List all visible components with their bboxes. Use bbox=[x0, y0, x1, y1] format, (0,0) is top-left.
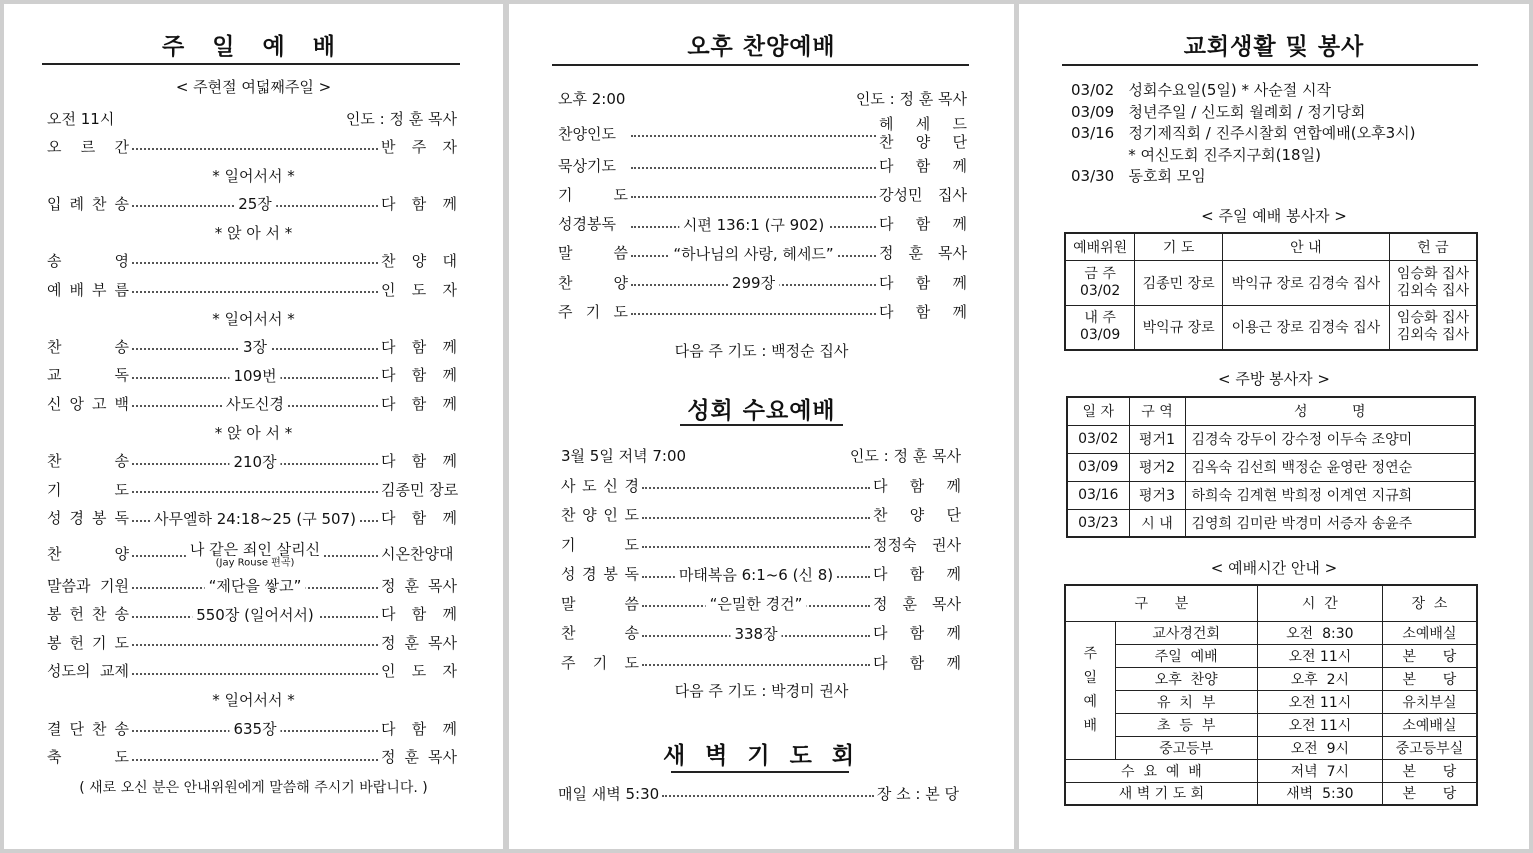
schedule-cell: 오전 9시 bbox=[1257, 736, 1382, 759]
dot-leader bbox=[132, 605, 378, 624]
dawn-title: 새 벽 기 도 회 bbox=[662, 743, 861, 769]
item-detail-text: 25장 bbox=[238, 195, 272, 214]
item-label: 찬 송 bbox=[561, 624, 639, 642]
kitchen-table bbox=[1066, 396, 1476, 538]
table-header: 구 분 bbox=[1065, 585, 1257, 621]
dawn-row bbox=[558, 782, 959, 804]
item-detail-text: 사도신경 bbox=[226, 395, 284, 414]
sunday-subtitle: < 주현절 여덟째주일 > bbox=[175, 78, 332, 96]
item-detail-text: 210장 bbox=[233, 452, 277, 471]
schedule-cell: 초 등 부 bbox=[1115, 713, 1257, 736]
table-header: 시 간 bbox=[1257, 585, 1382, 621]
item-person: 정 훈 목사 bbox=[381, 576, 457, 595]
item-person: 다 함 께 bbox=[873, 565, 961, 583]
item-label: 주 기 도 bbox=[561, 653, 639, 672]
item-person: 다 함 께 bbox=[879, 273, 967, 292]
dot-leader bbox=[642, 565, 870, 584]
item-person: 시온찬양대 bbox=[381, 544, 454, 563]
schedule-title: < 예배시간 안내 > bbox=[1210, 559, 1338, 577]
item-detail-text: 3장 bbox=[242, 338, 268, 357]
table-row bbox=[1067, 509, 1475, 537]
order-item bbox=[558, 183, 967, 205]
dot-leader bbox=[132, 720, 378, 738]
table-row bbox=[1065, 667, 1477, 690]
kitchen-cell: 김영희 김미란 박경미 서증자 송윤주 bbox=[1185, 509, 1475, 537]
server-prayer: 김종민 장로 bbox=[1135, 260, 1223, 305]
item-person: 다 함 께 bbox=[381, 194, 457, 213]
table-header: 예배위원 bbox=[1065, 233, 1135, 260]
news-list bbox=[1071, 79, 1415, 187]
item-detail-text: 시편 136:1 (구 902) bbox=[682, 215, 825, 234]
kitchen-cell: 03/16 bbox=[1067, 481, 1129, 509]
item-label: 찬 송 bbox=[47, 452, 129, 471]
order-item bbox=[47, 392, 457, 414]
schedule-cell: 유치부실 bbox=[1382, 690, 1477, 713]
table-row bbox=[1067, 453, 1475, 481]
kitchen-cell: 평거1 bbox=[1129, 425, 1185, 453]
week-label: 금 주 bbox=[1084, 265, 1116, 282]
item-label: 신 앙 고 백 bbox=[47, 394, 129, 413]
item-person: 찬 양 단 bbox=[873, 506, 961, 524]
order-item bbox=[47, 249, 457, 271]
divider bbox=[1062, 64, 1478, 66]
item-person: 다 함 께 bbox=[381, 719, 457, 738]
server-guide: 이용근 장로 김경숙 집사 bbox=[1222, 305, 1389, 350]
afternoon-next-prayer: 다음 주 기도 : 백정순 집사 bbox=[674, 342, 849, 360]
item-person: 다 함 께 bbox=[879, 215, 967, 234]
dot-leader bbox=[631, 244, 876, 263]
item-label: 말 씀 bbox=[558, 244, 628, 263]
sunday-label: 주 일 예 배 bbox=[1065, 621, 1115, 759]
order-item bbox=[561, 474, 961, 496]
item-label: 주 기 도 bbox=[558, 302, 628, 321]
item-detail bbox=[675, 567, 837, 583]
dot-leader bbox=[132, 644, 378, 646]
item-detail bbox=[730, 626, 781, 642]
order-item bbox=[47, 364, 457, 386]
order-item bbox=[558, 271, 967, 293]
table-row bbox=[1065, 736, 1477, 759]
evening-services-panel bbox=[509, 4, 1014, 849]
item-label: 찬 양 bbox=[558, 273, 628, 292]
item-detail bbox=[239, 339, 271, 355]
schedule-cell: 오후 찬양 bbox=[1115, 667, 1257, 690]
item-label: 봉 헌 기 도 bbox=[47, 633, 129, 652]
item-detail bbox=[150, 511, 360, 527]
news-item: 03/09 청년주일 / 신도회 월례회 / 정기당회 bbox=[1071, 102, 1366, 121]
item-detail-text: 338장 bbox=[734, 624, 778, 643]
order-item bbox=[558, 154, 967, 176]
dot-leader bbox=[132, 491, 378, 493]
dot-leader bbox=[631, 313, 876, 315]
divider bbox=[552, 64, 969, 66]
item-label: 말 씀 bbox=[561, 594, 639, 613]
order-item bbox=[47, 507, 457, 529]
order-item bbox=[561, 592, 961, 614]
schedule-cell: 소예배실 bbox=[1382, 621, 1477, 644]
order-item bbox=[47, 746, 457, 768]
dot-leader bbox=[642, 546, 870, 548]
table-row bbox=[1065, 260, 1477, 305]
schedule-cell: 유 치 부 bbox=[1115, 690, 1257, 713]
item-detail bbox=[222, 396, 288, 412]
table-row bbox=[1065, 690, 1477, 713]
dawn-time: 매일 새벽 5:30 bbox=[558, 784, 660, 803]
kitchen-cell: 시 내 bbox=[1129, 509, 1185, 537]
church-title: 교회생활 및 봉사 bbox=[1183, 34, 1365, 60]
table-row bbox=[1067, 481, 1475, 509]
item-label: 축 도 bbox=[47, 748, 129, 767]
server-offering bbox=[1389, 305, 1477, 350]
sunday-leader: 인도 : 정 훈 목사 bbox=[345, 109, 457, 128]
kitchen-cell: 03/02 bbox=[1067, 425, 1129, 453]
offering-name: 임승화 집사 bbox=[1396, 310, 1469, 327]
item-person: 강성민 집사 bbox=[879, 185, 967, 204]
dot-leader bbox=[132, 338, 378, 357]
item-person: 다 함 께 bbox=[381, 337, 457, 356]
dot-leader bbox=[132, 262, 378, 264]
schedule-cell: 오전 11시 bbox=[1257, 713, 1382, 736]
item-person: 다 함 께 bbox=[381, 394, 457, 413]
item-person: 김종민 장로 bbox=[381, 480, 459, 499]
order-item bbox=[47, 135, 457, 157]
item-label: 오 르 간 bbox=[47, 137, 129, 156]
schedule-cell: 교사경건회 bbox=[1115, 621, 1257, 644]
item-detail bbox=[229, 368, 280, 384]
item-person: 정정숙 권사 bbox=[873, 535, 961, 554]
item-person bbox=[879, 115, 967, 151]
item-label: 기 도 bbox=[558, 185, 628, 204]
order-item bbox=[47, 450, 457, 472]
order-item bbox=[47, 278, 457, 300]
sunday-title: 주 일 예 배 bbox=[162, 34, 345, 60]
kitchen-cell: 하희숙 김계현 박희정 이계연 지규희 bbox=[1185, 481, 1475, 509]
dot-leader bbox=[642, 487, 870, 489]
item-detail bbox=[728, 275, 779, 291]
order-item bbox=[558, 213, 967, 235]
order-item bbox=[561, 533, 961, 555]
item-person: 다 함 께 bbox=[381, 452, 457, 471]
order-item bbox=[558, 242, 967, 264]
dawn-place: 장 소 : 본 당 bbox=[876, 784, 959, 803]
item-detail-text: “하나님의 사랑, 헤세드” bbox=[673, 244, 834, 263]
schedule-cell: 저녁 7시 bbox=[1257, 759, 1382, 782]
wednesday-title: 성회 수요예배 bbox=[687, 398, 836, 424]
item-detail bbox=[679, 217, 828, 233]
schedule-cell: 중고등부 bbox=[1115, 736, 1257, 759]
item-person-line: 찬 양 단 bbox=[879, 133, 967, 151]
table-row bbox=[1065, 305, 1477, 350]
item-person: 찬 양 대 bbox=[381, 251, 457, 270]
table-header: 기 도 bbox=[1135, 233, 1223, 260]
dot-leader bbox=[642, 517, 870, 519]
dot-leader bbox=[642, 595, 870, 613]
divider bbox=[671, 771, 849, 773]
schedule-cell: 오전 11시 bbox=[1257, 644, 1382, 667]
item-detail bbox=[186, 542, 324, 569]
offering-name: 김외숙 집사 bbox=[1396, 327, 1469, 344]
item-detail bbox=[229, 454, 280, 470]
server-week bbox=[1065, 305, 1135, 350]
table-header: 구 역 bbox=[1129, 397, 1185, 425]
item-label: 입 례 찬 송 bbox=[47, 194, 129, 213]
servers-title: < 주일 예배 봉사자 > bbox=[1201, 207, 1347, 225]
item-detail-text: 109번 bbox=[233, 366, 277, 385]
item-label: 찬 송 bbox=[47, 337, 129, 356]
table-row bbox=[1065, 713, 1477, 736]
schedule-cell: 오후 2시 bbox=[1257, 667, 1382, 690]
schedule-cell: 오전 8:30 bbox=[1257, 621, 1382, 644]
kitchen-cell: 평거3 bbox=[1129, 481, 1185, 509]
item-detail bbox=[234, 196, 276, 212]
item-detail bbox=[229, 721, 280, 737]
order-item bbox=[47, 660, 457, 682]
item-detail-text: 마태복음 6:1~6 (신 8) bbox=[678, 565, 834, 584]
news-item: * 여신도회 진주지구회(18일) bbox=[1071, 145, 1321, 164]
dot-leader bbox=[132, 195, 378, 214]
schedule-cell: 오전 11시 bbox=[1257, 690, 1382, 713]
dot-leader bbox=[662, 795, 874, 797]
section-note: * 일어서서 * bbox=[212, 691, 295, 710]
item-detail-text: “제단을 쌓고” bbox=[208, 577, 302, 595]
order-item bbox=[47, 631, 457, 653]
table-row bbox=[1065, 782, 1477, 805]
item-label: 교 독 bbox=[47, 366, 129, 385]
item-person: 인 도 자 bbox=[381, 662, 457, 681]
item-detail-text: 나 같은 죄인 살리신 bbox=[189, 540, 321, 559]
item-label: 기 도 bbox=[561, 535, 639, 554]
item-detail-text: “은밀한 경건” bbox=[709, 595, 803, 613]
dot-leader bbox=[642, 664, 870, 666]
server-prayer: 박익규 장로 bbox=[1135, 305, 1223, 350]
kitchen-cell: 03/23 bbox=[1067, 509, 1129, 537]
item-label: 성도의 교제 bbox=[47, 662, 129, 681]
schedule-cell: 새벽 5:30 bbox=[1257, 782, 1382, 805]
dot-leader bbox=[631, 274, 876, 292]
schedule-cell: 중고등부실 bbox=[1382, 736, 1477, 759]
item-person: 다 함 께 bbox=[879, 156, 967, 175]
item-detail-text: 299장 bbox=[731, 274, 776, 292]
afternoon-time: 오후 2:00 bbox=[558, 89, 626, 108]
item-detail-note: (Jay Rouse 편곡) bbox=[215, 557, 295, 569]
table-row bbox=[1065, 759, 1477, 782]
item-detail bbox=[706, 596, 807, 612]
dot-leader bbox=[132, 291, 378, 293]
item-label: 사 도 신 경 bbox=[561, 476, 639, 495]
order-item bbox=[47, 192, 457, 214]
wednesday-leader: 인도 : 정 훈 목사 bbox=[849, 446, 961, 465]
server-guide: 박익규 장로 김경숙 집사 bbox=[1222, 260, 1389, 305]
item-detail bbox=[205, 578, 306, 594]
item-label: 결 단 찬 송 bbox=[47, 719, 129, 738]
sunday-time-row bbox=[47, 107, 457, 129]
server-week bbox=[1065, 260, 1135, 305]
schedule-table bbox=[1064, 584, 1478, 806]
news-item: 03/16 정기제직회 / 진주시찰회 연합예배(오후3시) bbox=[1071, 124, 1416, 142]
divider bbox=[42, 63, 460, 65]
item-person: 다 함 께 bbox=[873, 624, 961, 642]
item-label: 찬 양 인 도 bbox=[561, 506, 639, 524]
dot-leader bbox=[132, 148, 378, 150]
schedule-cell: 수 요 예 배 bbox=[1065, 759, 1257, 782]
sunday-footer: ( 새로 오신 분은 안내위원에게 말씀해 주시기 바랍니다. ) bbox=[79, 780, 428, 796]
item-person: 다 함 께 bbox=[873, 653, 961, 672]
kitchen-cell: 평거2 bbox=[1129, 453, 1185, 481]
section-note: * 앉 아 서 * bbox=[214, 223, 293, 242]
table-header: 성 명 bbox=[1185, 397, 1475, 425]
kitchen-cell: 김경숙 강두이 강수정 이두숙 조양미 bbox=[1185, 425, 1475, 453]
dot-leader bbox=[132, 395, 378, 414]
item-label: 봉 헌 찬 송 bbox=[47, 605, 129, 624]
dot-leader bbox=[132, 509, 378, 528]
section-note: * 일어서서 * bbox=[212, 166, 295, 185]
order-item bbox=[47, 717, 457, 739]
order-item bbox=[47, 478, 457, 500]
item-label: 찬 양 bbox=[47, 544, 129, 563]
item-person: 정 훈 목사 bbox=[381, 748, 457, 767]
item-label: 성 경 봉 독 bbox=[561, 565, 639, 583]
schedule-cell: 본 당 bbox=[1382, 759, 1477, 782]
order-item bbox=[47, 574, 457, 596]
week-date: 03/02 bbox=[1079, 282, 1121, 299]
item-person: 정 훈 목사 bbox=[879, 244, 967, 263]
schedule-cell: 본 당 bbox=[1382, 782, 1477, 805]
wednesday-next-prayer: 다음 주 기도 : 박경미 권사 bbox=[674, 682, 849, 700]
order-item bbox=[47, 535, 457, 571]
item-person: 정 훈 목사 bbox=[873, 594, 961, 613]
order-item bbox=[561, 563, 961, 585]
server-offering bbox=[1389, 260, 1477, 305]
item-person: 다 함 께 bbox=[879, 302, 967, 321]
table-row bbox=[1067, 425, 1475, 453]
item-person-line: 헤 세 드 bbox=[879, 115, 967, 133]
item-detail bbox=[192, 607, 318, 623]
week-label: 내 주 bbox=[1084, 310, 1116, 327]
order-item bbox=[558, 115, 967, 151]
dot-leader bbox=[631, 135, 876, 137]
item-person: 다 함 께 bbox=[873, 476, 961, 495]
wednesday-time: 3월 5일 저녁 7:00 bbox=[561, 446, 687, 465]
item-label: 성 경 봉 독 bbox=[47, 509, 129, 528]
order-item bbox=[47, 603, 457, 625]
table-header: 안 내 bbox=[1222, 233, 1389, 260]
item-label: 찬양인도 bbox=[558, 124, 616, 143]
wednesday-time-row bbox=[561, 444, 961, 466]
order-item bbox=[561, 651, 961, 673]
item-person: 다 함 께 bbox=[381, 605, 457, 624]
offering-name: 김외숙 집사 bbox=[1396, 282, 1469, 299]
item-label: 송 영 bbox=[47, 251, 129, 270]
item-label: 말씀과 기원 bbox=[47, 576, 129, 595]
servers-table bbox=[1064, 232, 1478, 351]
news-item: 03/30 동호회 모임 bbox=[1071, 167, 1206, 185]
order-item bbox=[47, 335, 457, 357]
item-label: 성경봉독 bbox=[558, 215, 616, 234]
dot-leader bbox=[132, 759, 378, 761]
dot-leader bbox=[132, 673, 378, 675]
item-person: 인 도 자 bbox=[381, 280, 457, 299]
kitchen-cell: 03/09 bbox=[1067, 453, 1129, 481]
kitchen-cell: 김옥숙 김선희 백정순 윤영란 정연순 bbox=[1185, 453, 1475, 481]
item-detail-text: 사무엘하 24:18~25 (구 507) bbox=[154, 509, 356, 528]
schedule-cell: 새 벽 기 도 회 bbox=[1065, 782, 1257, 805]
week-date: 03/09 bbox=[1079, 327, 1121, 344]
order-item bbox=[561, 622, 961, 644]
item-label: 묵상기도 bbox=[558, 156, 616, 175]
schedule-cell: 본 당 bbox=[1382, 667, 1477, 690]
dot-leader bbox=[631, 167, 876, 169]
item-detail bbox=[669, 246, 837, 262]
afternoon-title: 오후 찬양예배 bbox=[687, 34, 836, 60]
sunday-time: 오전 11시 bbox=[47, 109, 115, 128]
table-header: 헌 금 bbox=[1389, 233, 1477, 260]
dot-leader bbox=[132, 452, 378, 471]
item-label: 기 도 bbox=[47, 480, 129, 499]
item-person: 정 훈 목사 bbox=[381, 633, 457, 652]
afternoon-time-row bbox=[558, 87, 967, 109]
item-label: 예 배 부 름 bbox=[47, 280, 129, 299]
order-item bbox=[558, 300, 967, 322]
kitchen-title: < 주방 봉사자 > bbox=[1218, 370, 1330, 388]
dot-leader bbox=[642, 624, 870, 643]
news-item: 03/02 성회수요일(5일) * 사순절 시작 bbox=[1071, 81, 1331, 99]
dot-leader bbox=[631, 196, 876, 198]
item-person: 다 함 께 bbox=[381, 509, 457, 528]
item-person: 다 함 께 bbox=[381, 366, 457, 385]
dot-leader bbox=[132, 540, 378, 569]
afternoon-leader: 인도 : 정 훈 목사 bbox=[855, 89, 967, 108]
item-person: 반 주 자 bbox=[381, 137, 457, 156]
church-life-panel bbox=[1019, 4, 1529, 849]
order-item bbox=[561, 504, 961, 526]
dot-leader bbox=[132, 577, 378, 595]
offering-name: 임승화 집사 bbox=[1396, 265, 1469, 282]
section-note: * 일어서서 * bbox=[212, 309, 295, 328]
item-detail-text: 635장 bbox=[233, 720, 277, 738]
schedule-cell: 본 당 bbox=[1382, 644, 1477, 667]
schedule-cell: 소예배실 bbox=[1382, 713, 1477, 736]
table-header: 일 자 bbox=[1067, 397, 1129, 425]
item-detail-text: 550장 (일어서서) bbox=[196, 605, 314, 624]
sunday-service-panel bbox=[4, 4, 503, 849]
divider bbox=[680, 424, 843, 426]
section-note: * 앉 아 서 * bbox=[214, 424, 293, 442]
dot-leader bbox=[631, 215, 876, 234]
table-row bbox=[1065, 621, 1477, 644]
table-row bbox=[1065, 644, 1477, 667]
schedule-cell: 주일 예배 bbox=[1115, 644, 1257, 667]
table-header: 장 소 bbox=[1382, 585, 1477, 621]
dot-leader bbox=[132, 366, 378, 385]
